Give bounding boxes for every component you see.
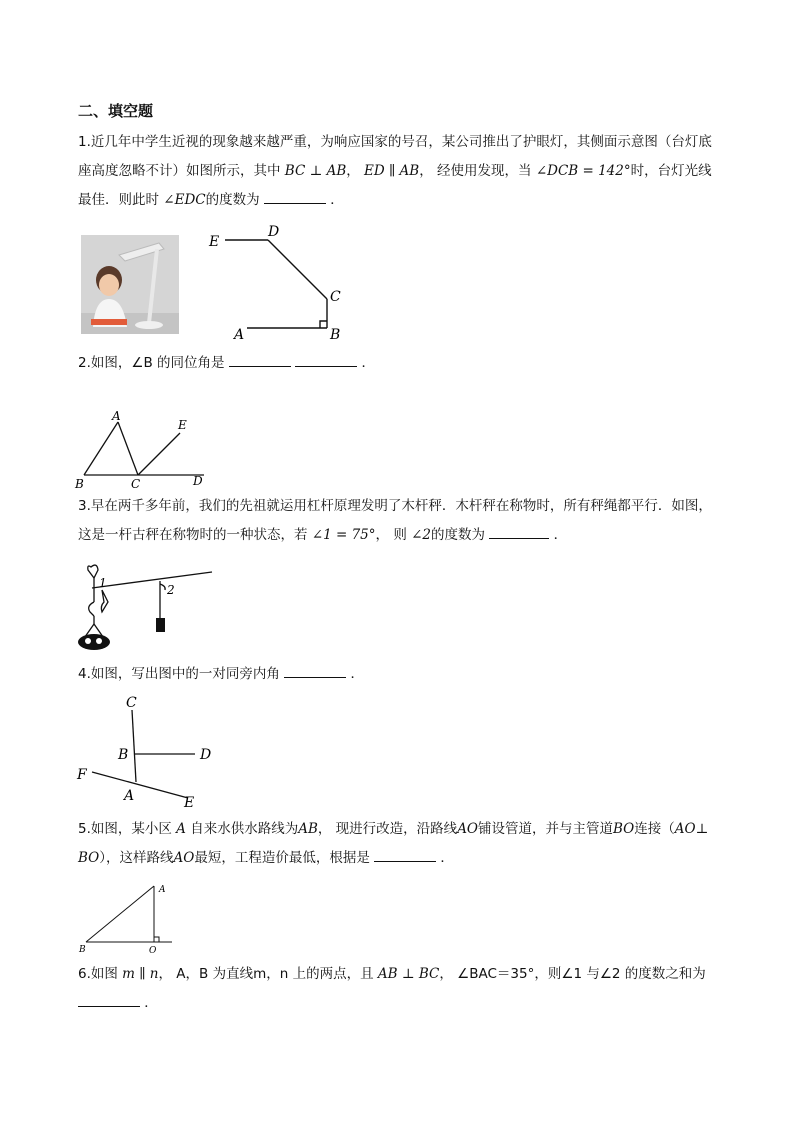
question-5 (78, 815, 723, 873)
q5-math-3: AO (457, 821, 479, 837)
q5-text-6: ），这样路线 (99, 850, 174, 866)
label-D: D (200, 747, 212, 763)
q1-text-3: ， 经使用发现，当 (419, 163, 536, 179)
label-A: A (112, 409, 121, 423)
desk-lamp-photo (81, 235, 179, 334)
q4-text-1: 4.如图，写出图中的一对同旁内角 (78, 666, 280, 682)
q5-math-6: AO (173, 850, 195, 866)
q1-text-2: ， (346, 163, 365, 179)
label-D: D (193, 474, 203, 488)
q1-diagram (200, 222, 360, 344)
q3-text-3: 的度数为 (431, 527, 486, 543)
label-A: A (124, 788, 135, 804)
q6-text-1: 6.如图 (78, 966, 123, 982)
label-E: E (178, 418, 187, 432)
q6-text-4: ． (144, 995, 158, 1011)
question-2 (78, 349, 723, 378)
question-4 (78, 660, 723, 689)
label-E: E (184, 795, 195, 810)
q2-diagram (70, 405, 220, 493)
q5-math-1: A (176, 821, 186, 837)
label-C: C (330, 289, 341, 305)
q3-text-2: ， 则 (375, 527, 412, 543)
q3-text-1: 3.早在两千多年前，我们的先祖就运用杠杆原理发明了木杆秤．木杆秤在称物时，所有秤绳都平行．如图，这是一杆古秤在称物时的一种状态，若 (78, 498, 712, 543)
q1-text-4: 时，台灯光线最佳．则此时 (78, 163, 712, 208)
label-F: F (77, 767, 87, 783)
section-title: 二、填空题 (78, 102, 154, 120)
q5-math-2: AB (298, 821, 318, 837)
answer-blank[interactable] (284, 662, 346, 678)
q1-text-1: 1.近几年中学生近视的现象越来越严重，为响应国家的号召，某公司推出了护眼灯，其侧面示意图（台灯底座高度忽略不计）如图所示，其中 (78, 134, 712, 179)
label-D: D (268, 224, 280, 240)
label-C: C (131, 477, 141, 491)
q4-text-2: ． (350, 666, 364, 682)
answer-blank[interactable] (489, 523, 549, 539)
label-A: A (234, 327, 245, 343)
q5-math-5: AO⊥ BO (78, 821, 709, 866)
question-3 (78, 492, 723, 550)
q1-math-4: ∠EDC (163, 192, 206, 208)
q3-text-4: ． (553, 527, 568, 543)
label-B: B (79, 945, 86, 955)
q6-math-2: AB ⊥ BC (377, 966, 440, 982)
q3-steelyard-diagram (70, 560, 220, 654)
q6-text-2: ， A，B 为直线m，n 上的两点，且 (158, 966, 378, 982)
q5-math-4: BO (613, 821, 635, 837)
q5-diagram (76, 880, 186, 956)
q5-text-5: 连接（ (634, 821, 675, 837)
q1-math-1: BC ⊥ AB (284, 163, 347, 179)
q2-text-1: 2.如图，∠B 的同位角是 (78, 355, 225, 371)
q5-text-1: 5.如图，某小区 (78, 821, 177, 837)
answer-blank[interactable] (374, 846, 436, 862)
angle-2-label: 2 (167, 583, 175, 597)
q1-math-2: ED ∥ AB (364, 163, 420, 179)
answer-blank[interactable] (295, 351, 357, 367)
label-A: A (159, 885, 166, 895)
q2-text-2: ． (361, 355, 375, 371)
q6-math-1: m ∥ n (122, 966, 159, 982)
answer-blank[interactable] (264, 188, 326, 204)
q5-text-3: ， 现进行改造，沿路线 (317, 821, 458, 837)
q1-math-3: ∠DCB = 142° (535, 163, 631, 179)
answer-blank[interactable] (78, 991, 140, 1007)
q3-math-2: ∠2 (411, 527, 432, 543)
q5-text-7: 最短，工程造价最低，根据是 (194, 850, 370, 866)
q1-text-5: 的度数为 (205, 192, 260, 208)
label-O: O (149, 946, 157, 956)
label-B: B (75, 477, 84, 491)
q3-math-1: ∠1 = 75° (311, 527, 376, 543)
label-B: B (118, 747, 129, 763)
q1-text-6: ． (330, 192, 344, 208)
q5-text-2: 自来水供水路线为 (185, 821, 299, 837)
q5-text-8: ． (440, 850, 454, 866)
question-6 (78, 960, 723, 1018)
q5-text-4: 铺设管道，并与主管道 (478, 821, 614, 837)
label-E: E (209, 234, 220, 250)
angle-1-label: 1 (99, 576, 107, 590)
q4-diagram (70, 690, 230, 810)
label-C: C (126, 695, 137, 711)
q6-text-3: ， ∠BAC＝35°，则∠1 与∠2 的度数之和为 (439, 966, 706, 982)
answer-blank[interactable] (229, 351, 291, 367)
question-1 (78, 128, 723, 215)
label-B: B (330, 327, 341, 343)
